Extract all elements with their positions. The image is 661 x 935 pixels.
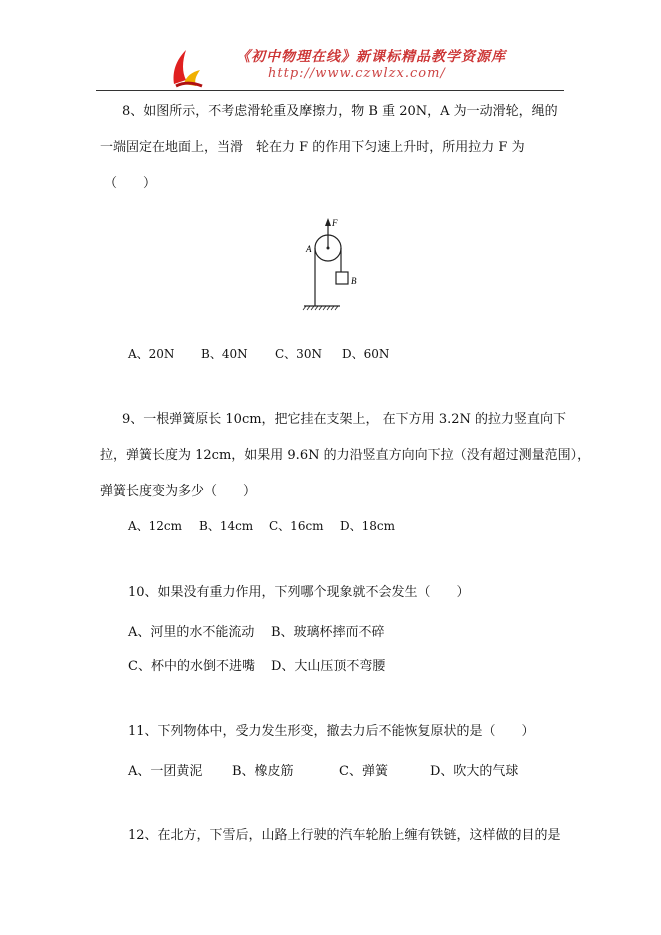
site-logo-icon xyxy=(166,46,208,88)
q9-line-3: 弹簧长度变为多少（ ） xyxy=(100,484,257,499)
q10-option-b: B、玻璃杯摔而不碎 xyxy=(271,625,385,640)
q11-line-1: 11、下列物体中，受力发生形变，撤去力后不能恢复原状的是（ ） xyxy=(128,724,535,739)
label-F: F xyxy=(332,218,338,228)
q8-option-a: A、20N xyxy=(128,347,175,361)
q9-option-a: A、12cm xyxy=(128,519,183,533)
q8-option-d: D、60N xyxy=(342,347,390,361)
q10-line-1: 10、如果没有重力作用，下列哪个现象就不会发生（ ） xyxy=(128,585,470,600)
q8-line-3: （ ） xyxy=(104,176,157,191)
header-divider xyxy=(96,90,564,91)
q11-option-a: A、一团黄泥 xyxy=(128,764,203,779)
q11-option-c: C、弹簧 xyxy=(339,764,388,779)
q8-option-b: B、40N xyxy=(201,347,248,361)
q10-option-d: D、大山压顶不弯腰 xyxy=(271,659,386,674)
pulley-diagram xyxy=(292,214,372,314)
site-title: 《初中物理在线》新课标精品教学资源库 xyxy=(236,49,506,65)
q8-line-1: 8、如图所示，不考虑滑轮重及摩擦力，物 B 重 20N，A 为一动滑轮，绳的 xyxy=(122,104,558,119)
q9-option-c: C、16cm xyxy=(269,519,324,533)
q10-option-a: A、河里的水不能流动 xyxy=(128,625,255,640)
site-url[interactable]: http://www.czwlzx.com/ xyxy=(268,66,446,81)
q9-option-d: D、18cm xyxy=(340,519,395,533)
q10-option-c: C、杯中的水倒不进嘴 xyxy=(128,659,255,674)
label-B: B xyxy=(351,276,357,286)
label-A: A xyxy=(306,244,312,254)
q11-option-d: D、吹大的气球 xyxy=(430,764,519,779)
q9-line-1: 9、一根弹簧原长 10cm，把它挂在支架上， 在下方用 3.2N 的拉力竖直向下 xyxy=(122,412,566,427)
q8-option-c: C、30N xyxy=(275,347,322,361)
q8-line-2: 一端固定在地面上，当滑 轮在力 F 的作用下匀速上升时，所用拉力 F 为 xyxy=(100,140,525,155)
q11-option-b: B、橡皮筋 xyxy=(232,764,294,779)
q12-line-1: 12、在北方，下雪后，山路上行驶的汽车轮胎上缠有铁链，这样做的目的是 xyxy=(128,828,561,843)
page-header xyxy=(96,40,564,92)
q9-line-2: 拉，弹簧长度为 12cm，如果用 9.6N 的力沿竖直方向向下拉（没有超过测量范围）， xyxy=(100,448,591,463)
q9-option-b: B、14cm xyxy=(199,519,254,533)
